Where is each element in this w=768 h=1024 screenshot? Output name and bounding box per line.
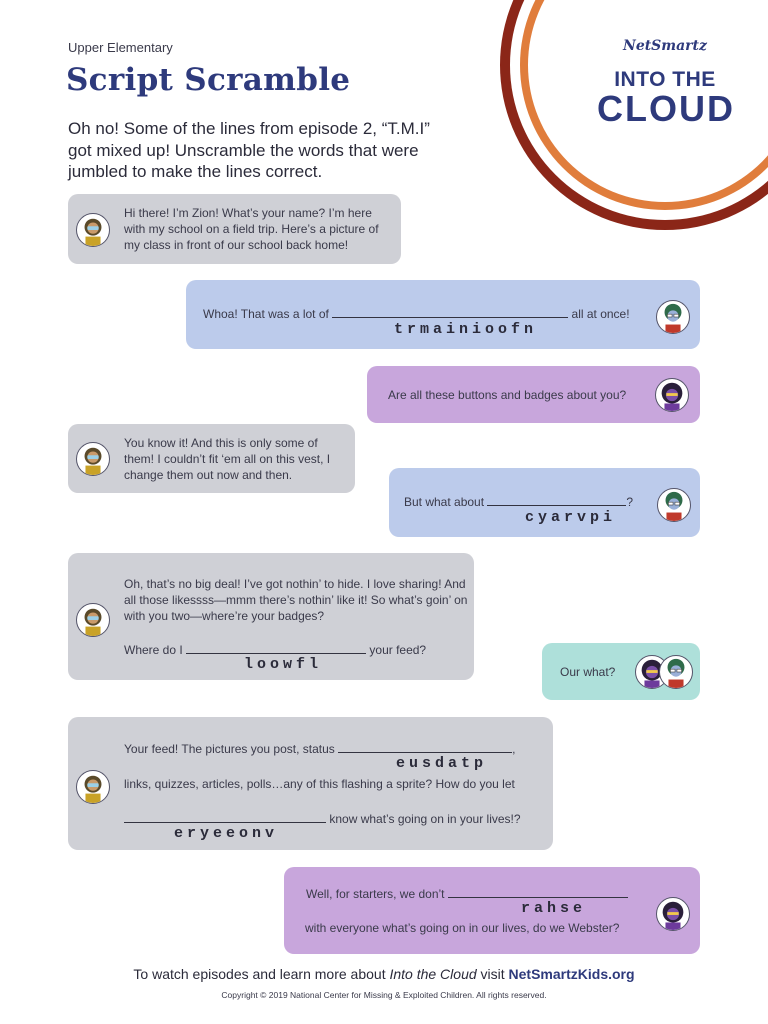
dialogue-bubble-4 — [68, 424, 355, 493]
boy-avatar-icon — [657, 488, 691, 522]
bubble-4-text: You know it! And this is only some of them! I couldn’t fit ‘em all on this vest, I change them out now and then. — [124, 436, 331, 482]
logo-line-cloud: CLOUD — [597, 88, 735, 129]
girl-avatar-icon — [655, 378, 689, 412]
dialogue-bubble-2 — [186, 280, 700, 349]
intro-text: Oh no! Some of the lines from episode 2, “T.M.I” got mixed up! Unscramble the words that were jumbled to make the lines correct. — [68, 119, 430, 181]
answer-blank-2[interactable] — [487, 494, 626, 506]
bubble-9-before: Well, for starters, we don’t — [306, 887, 445, 901]
bubble-5-after: ? — [626, 495, 634, 509]
answer-blank-6[interactable] — [448, 886, 628, 898]
footer-text-mid: visit — [476, 966, 509, 982]
scrambled-word-5: eryeeonv — [174, 825, 279, 842]
bubble-8-line-1-before: Your feed! The pictures you post, status — [124, 742, 335, 756]
girl-avatar-icon — [656, 897, 690, 931]
answer-blank-3[interactable] — [186, 642, 366, 654]
footer-site-link[interactable]: NetSmartzKids.org — [508, 966, 635, 982]
boy-avatar-icon — [656, 300, 690, 334]
dialogue-bubble-5 — [389, 468, 700, 537]
boy-avatar-icon — [659, 655, 693, 689]
bubble-8-line-2: links, quizzes, articles, polls…any of this flashing a sprite? How do you let — [124, 777, 515, 791]
bubble-2-before: Whoa! That was a lot of — [203, 307, 329, 321]
answer-blank-5[interactable] — [124, 811, 326, 823]
bubble-3-text: Are all these buttons and badges about you? — [388, 388, 627, 402]
bubble-6-text: Oh, that’s no big deal! I’ve got nothin’ to hide. I love sharing! And all those likessss—mmm there’s nothin’ like it! So what’s goin’ on with you two—where’re your badges? — [124, 577, 468, 623]
bubble-7-text: Our what? — [560, 665, 616, 679]
bubble-6-before: Where do I — [124, 643, 183, 657]
bubble-6-after: your feed? — [369, 643, 427, 657]
dialogue-bubble-7 — [542, 643, 700, 700]
copyright: Copyright © 2019 National Center for Missing & Exploited Children. All rights reserved. — [221, 990, 547, 1000]
scrambled-word-1: trmainioofn — [394, 321, 538, 338]
footer-text-before: To watch episodes and learn more about — [133, 966, 390, 982]
dialogue-bubble-8 — [68, 717, 553, 850]
scrambled-word-6: rahse — [521, 900, 587, 917]
zion-avatar-icon — [76, 770, 110, 804]
scrambled-word-4: eusdatp — [396, 755, 488, 772]
page-title: Script Scramble — [66, 62, 351, 98]
dialogue-bubble-9 — [284, 867, 700, 954]
zion-avatar-icon — [76, 442, 110, 476]
bubble-1-text: Hi there! I’m Zion! What’s your name? I’m here with my school on a field trip. Here’s a picture of my class in front of our school back home! — [124, 206, 379, 252]
scrambled-word-2: cyarvpi — [525, 509, 617, 526]
bubble-5-before: But what about — [404, 495, 485, 509]
bubble-2-line — [203, 306, 630, 322]
grade-level: Upper Elementary — [68, 40, 173, 55]
bubble-9-line-2: with everyone what’s going on in our lives, do we Webster? — [305, 921, 620, 935]
answer-blank-4[interactable] — [338, 741, 512, 753]
logo-line-into-the: INTO THE — [614, 68, 716, 91]
logo-brand: NetSmartz — [623, 38, 707, 54]
scrambled-word-3: loowfl — [244, 656, 323, 673]
answer-blank-1[interactable] — [332, 306, 568, 318]
dialogue-bubble-6 — [68, 553, 474, 680]
bubble-5-line — [404, 494, 633, 510]
dialogue-bubble-1 — [68, 194, 401, 264]
bubble-8-line-1-after: , — [512, 742, 516, 756]
bubble-8-line-3-after: know what’s going on in your lives!? — [329, 812, 521, 826]
zion-avatar-icon — [76, 213, 110, 247]
dialogue-bubble-3 — [367, 366, 700, 423]
zion-avatar-icon — [76, 603, 110, 637]
bubble-2-after: all at once! — [571, 307, 630, 321]
footer-show-title: Into the Cloud — [389, 966, 477, 982]
footer-text — [0, 966, 768, 982]
